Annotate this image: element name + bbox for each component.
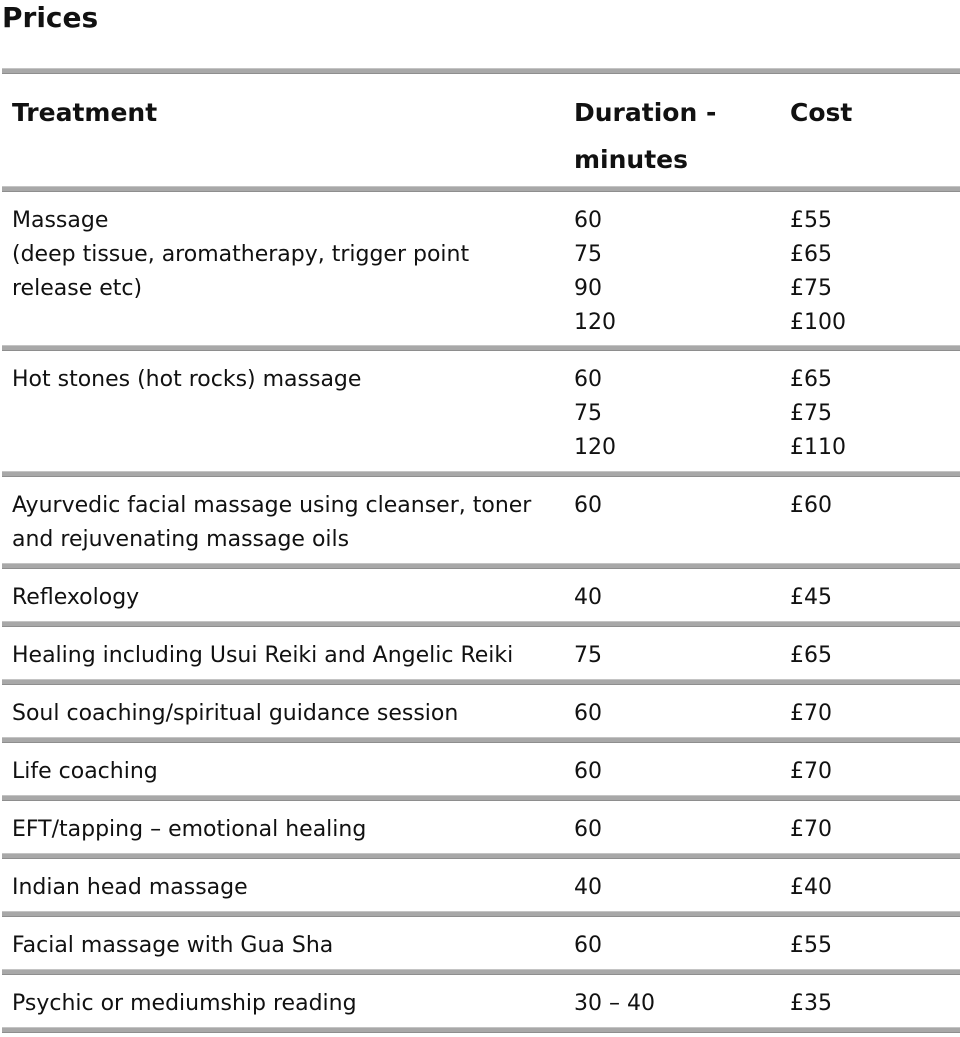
table-row	[2, 192, 960, 345]
cost-cell: £55 £65 £75 £100	[790, 208, 846, 335]
header-treatment: Treatment	[12, 98, 158, 127]
treatment-cell: Soul coaching/spiritual guidance session	[12, 701, 459, 726]
table-row	[2, 743, 960, 795]
table-row	[2, 477, 960, 563]
duration-cell: 75	[574, 643, 602, 668]
treatment-cell: Massage (deep tissue, aromatherapy, trigger point release etc)	[12, 208, 470, 301]
table-row	[2, 569, 960, 621]
treatment-cell: EFT/tapping – emotional healing	[12, 817, 367, 842]
treatment-cell: Healing including Usui Reiki and Angelic Reiki	[12, 643, 514, 668]
header-cost: Cost	[790, 98, 853, 127]
table-row	[2, 627, 960, 679]
treatment-cell: Ayurvedic facial massage using cleanser, toner and rejuvenating massage oils	[12, 493, 532, 552]
duration-cell: 60	[574, 933, 602, 958]
cost-cell: £40	[790, 875, 832, 900]
cost-cell: £70	[790, 701, 832, 726]
table-row	[2, 351, 960, 471]
treatment-cell: Reflexology	[12, 585, 140, 610]
table-divider	[2, 1027, 960, 1033]
price-table	[2, 68, 960, 1033]
cost-cell: £60	[790, 493, 832, 518]
treatment-cell: Facial massage with Gua Sha	[12, 933, 334, 958]
table-row	[2, 685, 960, 737]
cost-cell: £65 £75 £110	[790, 367, 846, 460]
duration-cell: 60 75 90 120	[574, 208, 616, 335]
page-title: Prices	[2, 1, 99, 34]
header-duration: Duration - minutes	[574, 98, 717, 174]
duration-cell: 60	[574, 701, 602, 726]
table-row	[2, 975, 960, 1027]
duration-cell: 40	[574, 585, 602, 610]
treatment-cell: Psychic or mediumship reading	[12, 991, 357, 1016]
table-row	[2, 917, 960, 969]
cost-cell: £55	[790, 933, 832, 958]
cost-cell: £65	[790, 643, 832, 668]
cost-cell: £45	[790, 585, 832, 610]
treatment-cell: Life coaching	[12, 759, 158, 784]
duration-cell: 60	[574, 759, 602, 784]
duration-cell: 30 – 40	[574, 991, 655, 1016]
treatment-cell: Indian head massage	[12, 875, 248, 900]
table-row	[2, 801, 960, 853]
cost-cell: £70	[790, 817, 832, 842]
cost-cell: £35	[790, 991, 832, 1016]
duration-cell: 60 75 120	[574, 367, 616, 460]
duration-cell: 40	[574, 875, 602, 900]
duration-cell: 60	[574, 817, 602, 842]
cost-cell: £70	[790, 759, 832, 784]
table-header-row	[2, 74, 960, 186]
duration-cell: 60	[574, 493, 602, 518]
table-row	[2, 859, 960, 911]
treatment-cell: Hot stones (hot rocks) massage	[12, 367, 362, 392]
